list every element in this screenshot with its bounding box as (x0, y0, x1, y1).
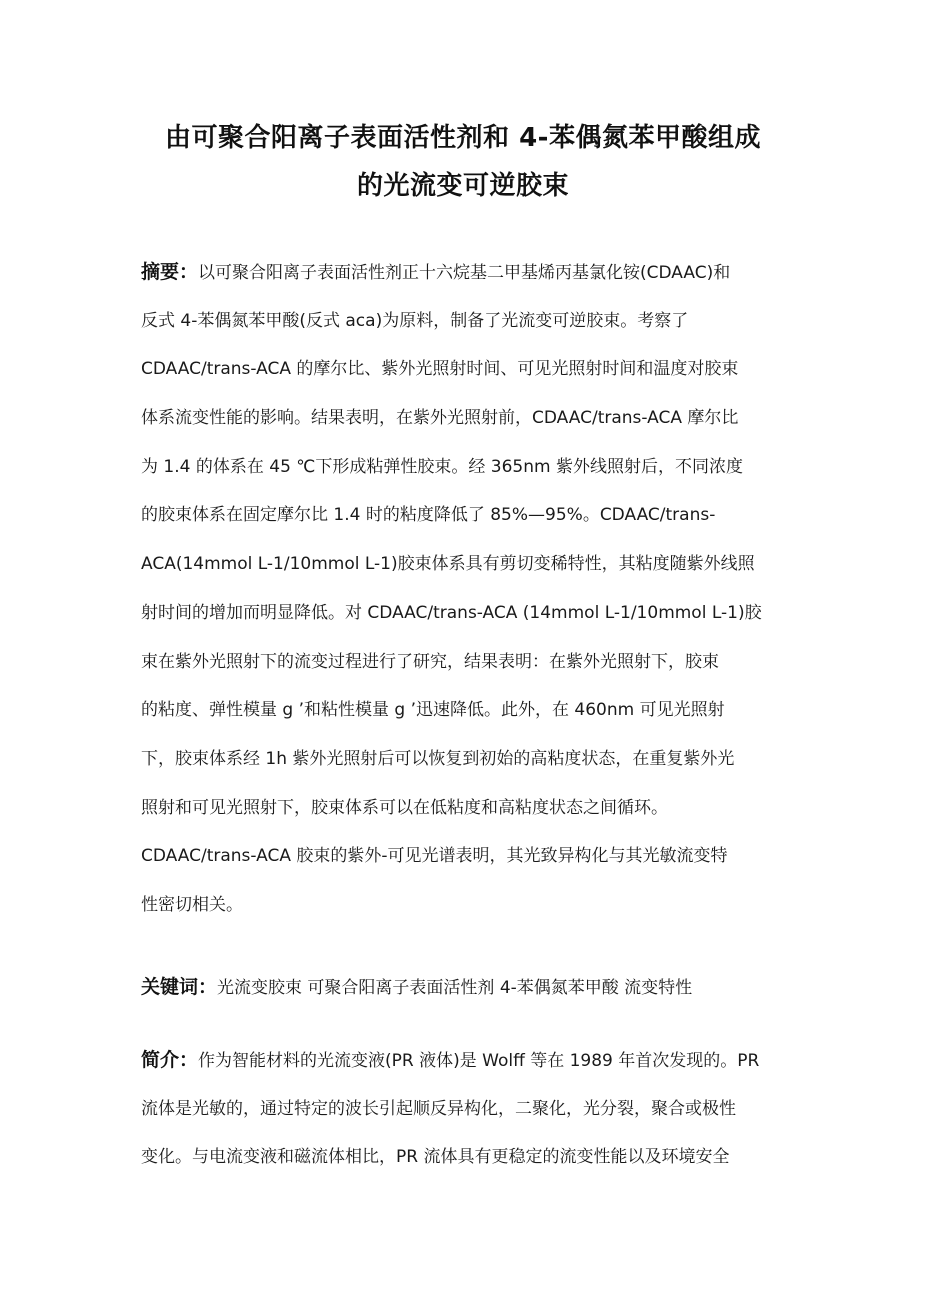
intro-label: 简介： (141, 1049, 199, 1071)
keywords-text: 光流变胶束 可聚合阳离子表面活性剂 4-苯偶氮苯甲酸 流变特性 (217, 978, 693, 998)
abstract-line-13: CDAAC/trans-ACA 胶束的紫外-可见光谱表明，其光致异构化与其光敏流变特 (141, 846, 728, 867)
abstract-line-5: 为 1.4 的体系在 45 ℃下形成粘弹性胶束。经 365nm 紫外线照射后，不同浓度 (141, 456, 743, 477)
abstract-text: 以可聚合阳离子表面活性剂正十六烷基二甲基烯丙基氯化铵(CDAAC)和 (198, 263, 731, 283)
abstract-line-8: 射时间的增加而明显降低。对 CDAAC/trans-ACA (14mmol L-1/10mmol L-1)胶 (141, 602, 762, 623)
keywords-line (141, 963, 791, 1012)
title-line-1: 由可聚合阳离子表面活性剂和 4-苯偶氮苯甲酸组成 (165, 123, 761, 153)
abstract-line-14: 性密切相关。 (141, 894, 243, 915)
abstract-line-6: 的胶束体系在固定摩尔比 1.4 时的粘度降低了 85%—95%。CDAAC/trans- (141, 505, 716, 526)
paper-title (100, 114, 826, 210)
abstract-line-4: 体系流变性能的影响。结果表明，在紫外光照射前，CDAAC/trans-ACA 摩尔比 (141, 408, 739, 429)
abstract-line-2: 反式 4-苯偶氮苯甲酸(反式 aca)为原料，制备了光流变可逆胶束。考察了 (141, 310, 689, 331)
abstract-line-3: CDAAC/trans-ACA 的摩尔比、紫外光照射时间、可见光照射时间和温度对胶束 (141, 359, 739, 380)
intro-line-3: 变化。与电流变液和磁流体相比，PR 流体具有更稳定的流变性能以及环境安全 (141, 1147, 730, 1168)
abstract-line-7: ACA(14mmol L-1/10mmol L-1)胶束体系具有剪切变稀特性，其粘度随紫外线照 (141, 554, 755, 575)
abstract-section (141, 248, 791, 930)
intro-text: 作为智能材料的光流变液(PR 液体)是 Wolff 等在 1989 年首次发现的。PR (198, 1051, 760, 1071)
abstract-line-1 (141, 248, 791, 297)
intro-section (141, 1036, 791, 1182)
title-line-2: 的光流变可逆胶束 (356, 171, 569, 201)
keywords-label: 关键词： (141, 976, 218, 998)
abstract-line-12: 照射和可见光照射下，胶束体系可以在低粘度和高粘度状态之间循环。 (141, 797, 668, 818)
abstract-line-10: 的粘度、弹性模量 g ’和粘性模量 g ’迅速降低。此外，在 460nm 可见光照射 (141, 700, 725, 721)
abstract-line-11: 下，胶束体系经 1h 紫外光照射后可以恢复到初始的高粘度状态，在重复紫外光 (141, 748, 735, 769)
keywords-section (141, 963, 791, 1012)
intro-line-1 (141, 1036, 791, 1085)
abstract-label: 摘要： (141, 261, 199, 283)
abstract-line-9: 束在紫外光照射下的流变过程进行了研究，结果表明：在紫外光照射下，胶束 (141, 651, 719, 672)
intro-line-2: 流体是光敏的，通过特定的波长引起顺反异构化，二聚化，光分裂，聚合或极性 (141, 1098, 736, 1119)
